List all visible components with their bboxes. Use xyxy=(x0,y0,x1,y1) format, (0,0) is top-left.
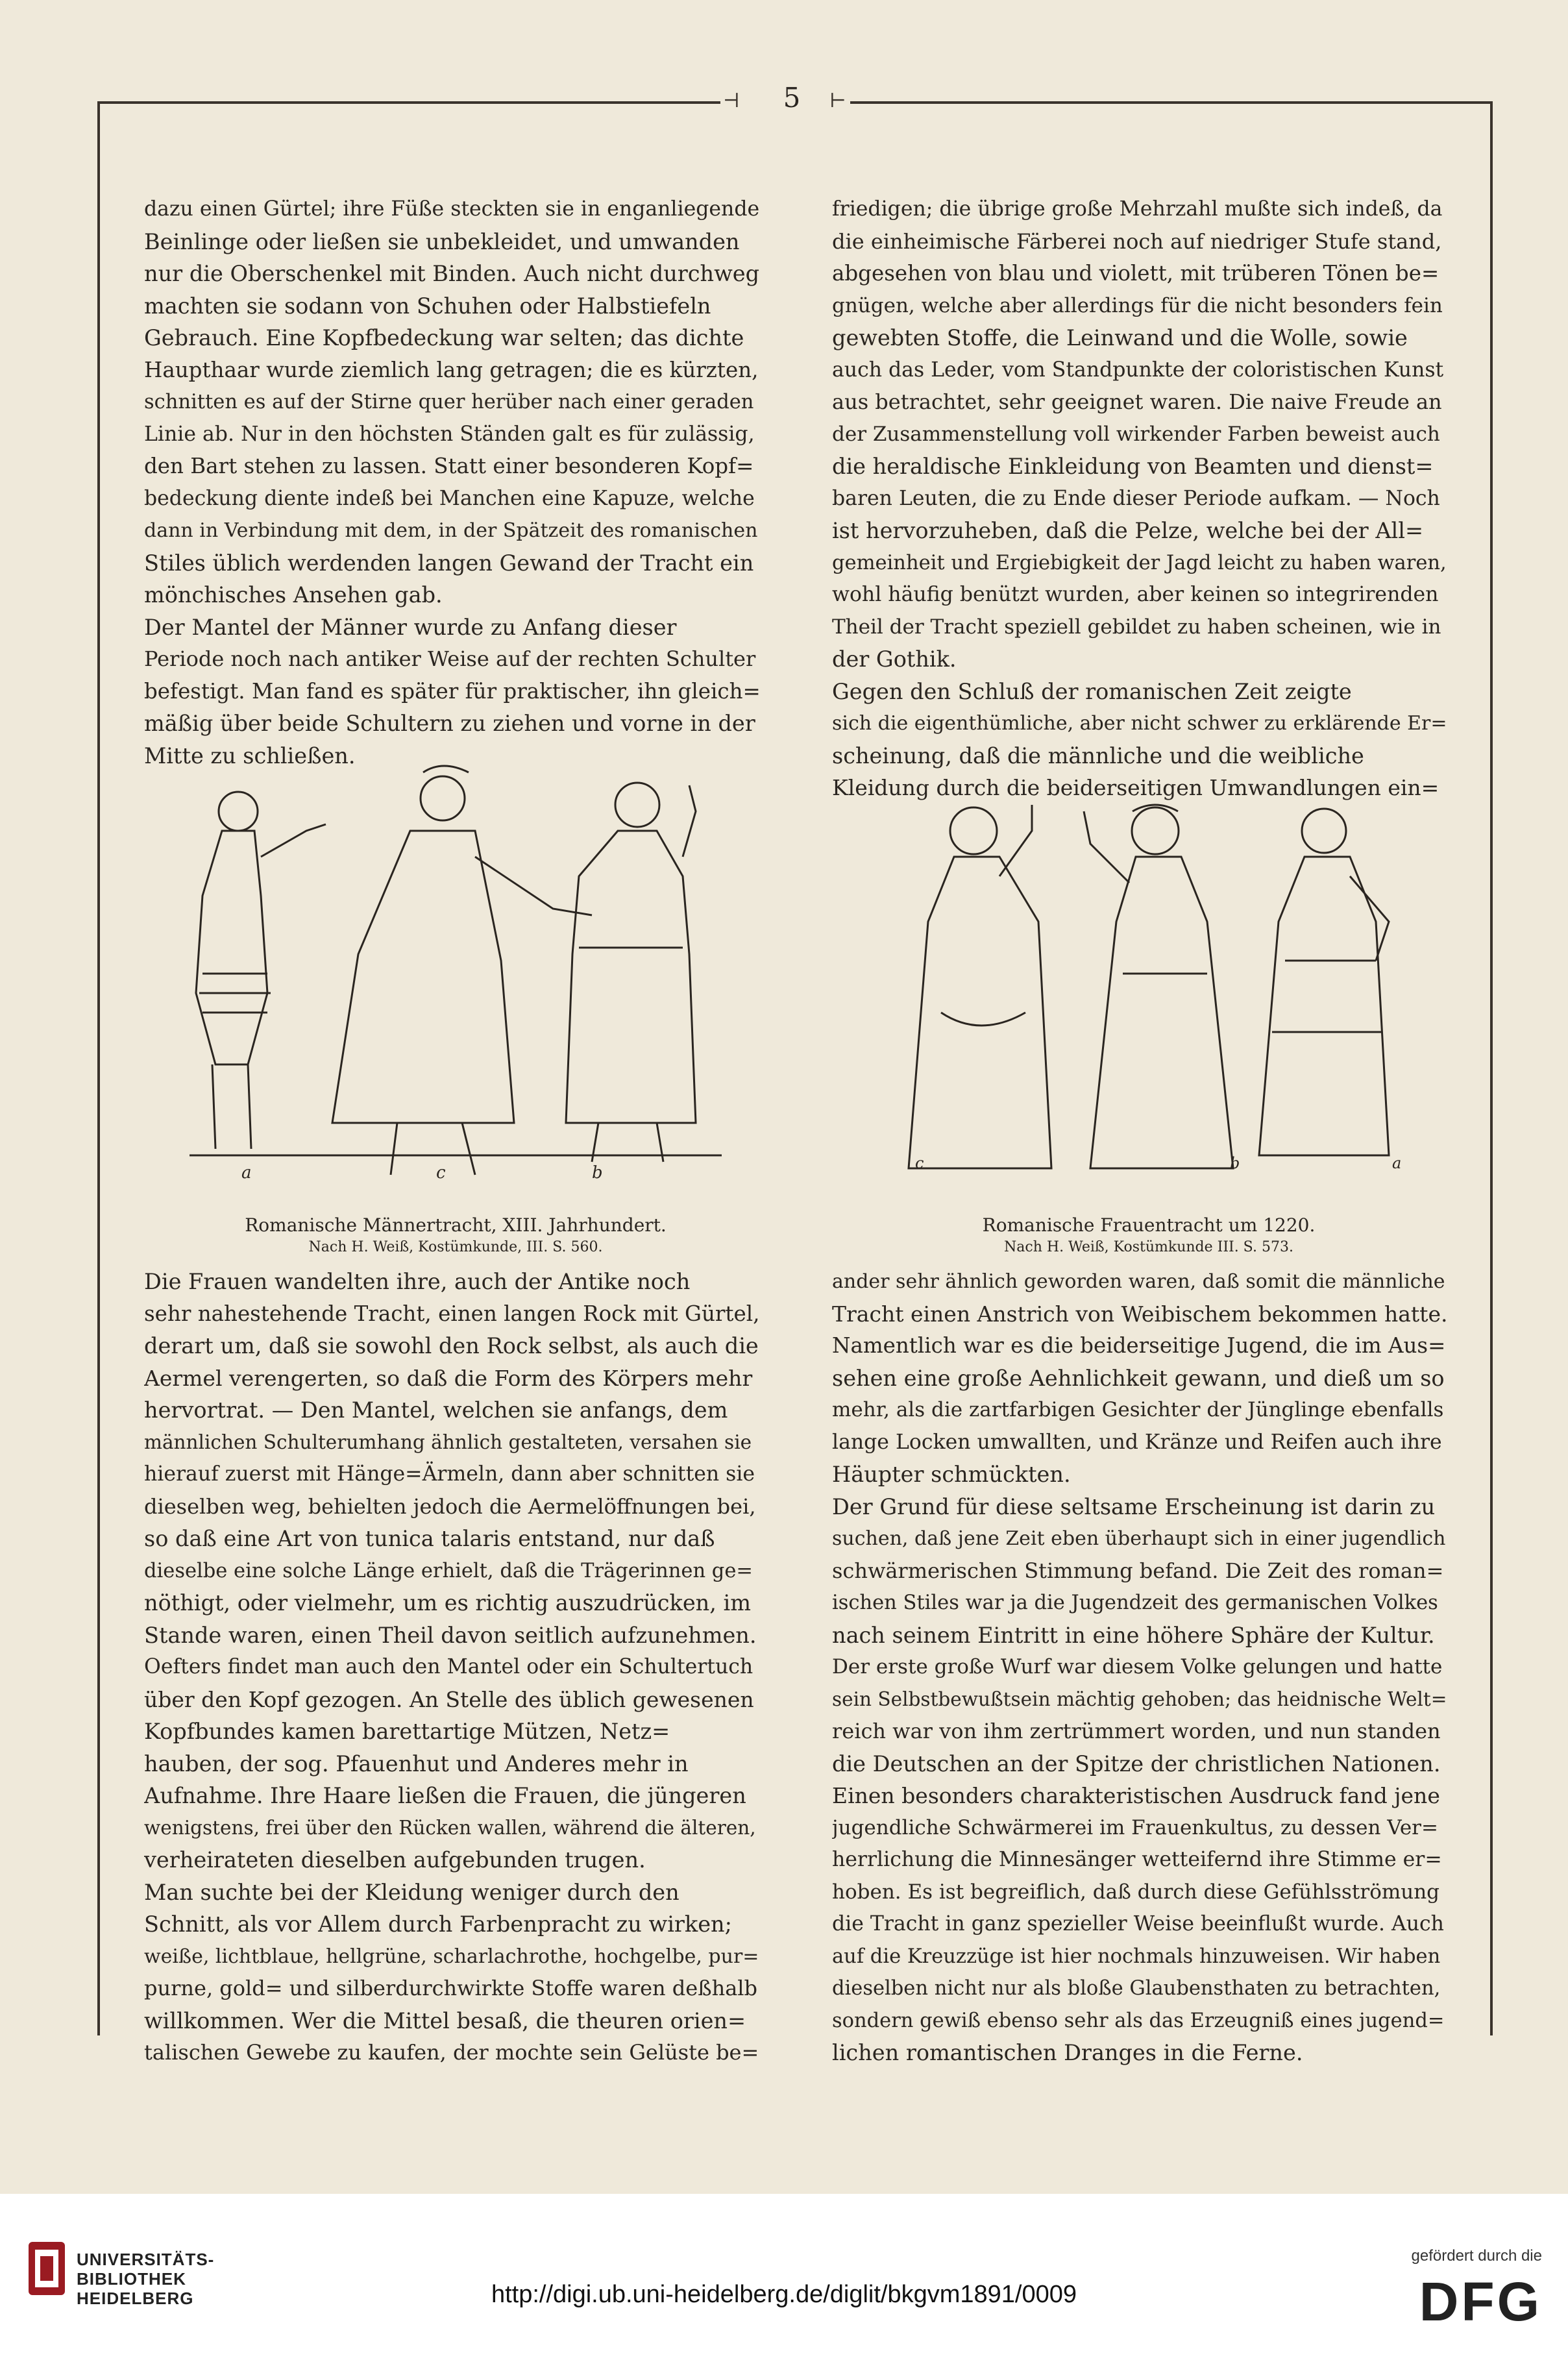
figure-a-head xyxy=(219,792,258,831)
ornament-left: ⊣ xyxy=(723,90,740,112)
text-line: dieselbe eine solche Länge erhielt, daß die Trägerinnen ge= xyxy=(144,1559,753,1582)
text-line: so daß eine Art von tunica talaris entstand, nur daß xyxy=(144,1526,715,1551)
text-line: hauben, der sog. Pfauenhut und Anderes mehr in xyxy=(144,1751,689,1776)
text-line: Haupthaar wurde ziemlich lang getragen; die es kürzten, xyxy=(144,357,759,382)
text-line: machten sie sodann von Schuhen oder Halbstiefeln xyxy=(144,293,711,319)
text-line: dazu einen Gürtel; ihre Füße steckten sie in enganliegende xyxy=(144,197,760,221)
figure-left-caption xyxy=(177,1214,735,1258)
footer-bar xyxy=(0,2194,1568,2360)
text-line: Beinlinge oder ließen sie unbekleidet, und umwanden xyxy=(144,228,740,254)
text-line: lange Locken umwallten, und Kränze und Reifen auch ihre xyxy=(832,1430,1442,1454)
figure-womens-costume xyxy=(870,792,1428,1194)
label-a: a xyxy=(1392,1154,1402,1172)
text-line: Der erste große Wurf war diesem Volke gelungen und hatte xyxy=(832,1655,1443,1678)
text-line: scheinung, daß die männliche und die weibliche xyxy=(832,743,1364,768)
caption-title: Romanische Männertracht, XIII. Jahrhundert. xyxy=(245,1214,667,1236)
text-line: abgesehen von blau und violett, mit trüberen Tönen be= xyxy=(832,261,1439,286)
text-line: Tracht einen Anstrich von Weibischem bekommen hatte. xyxy=(832,1301,1447,1327)
text-line: mönchisches Ansehen gab. xyxy=(144,582,443,608)
text-line: Der Grund für diese seltsame Erscheinung ist darin zu xyxy=(832,1493,1436,1519)
text-line: lichen romantischen Dranges in die Ferne. xyxy=(832,2040,1303,2065)
text-line: wenigstens, frei über den Rücken wallen, während die älteren, xyxy=(144,1816,756,1839)
text-line: weiße, lichtblaue, hellgrüne, scharlachrothe, hochgelbe, pur= xyxy=(144,1945,759,1968)
text-line: auch das Leder, vom Standpunkte der coloristischen Kunst xyxy=(832,358,1444,382)
text-line: Gegen den Schluß der romanischen Zeit zeigte xyxy=(832,678,1352,704)
text-line: Linie ab. Nur in den höchsten Ständen galt es für zulässig, xyxy=(144,422,755,446)
text-line: verheirateten dieselben aufgebunden trugen. xyxy=(144,1847,646,1873)
institution-line-2: BIBLIOTHEK xyxy=(77,2269,186,2289)
text-line: sehen eine große Aehnlichkeit gewann, und dieß um so xyxy=(832,1365,1445,1391)
text-line: sich die eigenthümliche, aber nicht schwer zu erklärende Er= xyxy=(832,712,1447,735)
text-line: dieselben nicht nur als bloße Glaubensthaten zu betrachten, xyxy=(832,1977,1441,2000)
figure-b-head xyxy=(1132,807,1179,854)
figure-b-body xyxy=(566,831,696,1123)
text-line: Kleidung durch die beiderseitigen Umwandlungen ein= xyxy=(832,775,1439,800)
figure-a-head xyxy=(1302,809,1346,853)
text-line: Schnitt, als vor Allem durch Farbenpracht zu wirken; xyxy=(144,1911,732,1937)
text-line: Der Mantel der Männer wurde zu Anfang dieser xyxy=(144,614,677,640)
figure-a-gown xyxy=(1259,857,1389,1155)
text-line: dieselben weg, behielten jedoch die Aermelöffnungen bei, xyxy=(144,1493,756,1519)
figure-c-head xyxy=(950,807,997,854)
figure-c-gown xyxy=(909,857,1051,1168)
text-line: männlichen Schulterumhang ähnlich gestalteten, versahen sie xyxy=(144,1431,752,1453)
text-line: über den Kopf gezogen. An Stelle des üblich gewesenen xyxy=(144,1686,754,1712)
text-line: nach seinem Eintritt in eine höhere Sphäre der Kultur. xyxy=(832,1622,1435,1648)
text-line: Oefters findet man auch den Mantel oder ein Schultertuch xyxy=(144,1655,753,1678)
header-rule-left xyxy=(97,101,720,104)
womens-costume-illustration xyxy=(870,792,1428,1194)
caption-source: Nach H. Weiß, Kostümkunde, III. S. 560. xyxy=(308,1239,603,1255)
figure-b-gown xyxy=(1090,857,1233,1168)
text-line: Einen besonders charakteristischen Ausdruck fand jene xyxy=(832,1783,1440,1808)
text-line: der Zusammenstellung voll wirkender Farben beweist auch xyxy=(832,422,1440,446)
label-b: b xyxy=(1230,1154,1240,1172)
text-line: die Tracht in ganz spezieller Weise beeinflußt wurde. Auch xyxy=(832,1912,1444,1936)
text-line: Aermel verengerten, so daß die Form des Körpers mehr xyxy=(144,1365,753,1391)
text-line: suchen, daß jene Zeit eben überhaupt sich in einer jugendlich xyxy=(832,1527,1446,1550)
text-line: friedigen; die übrige große Mehrzahl mußte sich indeß, da xyxy=(832,197,1443,221)
label-a: a xyxy=(241,1163,252,1181)
text-line: mehr, als die zartfarbigen Gesichter der Jünglinge ebenfalls xyxy=(832,1398,1444,1421)
text-line: purne, gold= und silberdurchwirkte Stoffe waren deßhalb xyxy=(144,1976,757,2000)
text-line: auf die Kreuzzüge ist hier nochmals hinzuweisen. Wir haben xyxy=(832,1945,1441,1968)
text-line: Die Frauen wandelten ihre, auch der Antike noch xyxy=(144,1269,691,1294)
frame-rule-right xyxy=(1490,101,1495,2035)
column-right-bottom xyxy=(832,1266,1447,2069)
text-line: schwärmerischen Stimmung befand. Die Zeit des roman= xyxy=(832,1558,1444,1583)
label-c: c xyxy=(436,1163,446,1181)
column-right-top xyxy=(832,193,1447,804)
text-line: Periode noch nach antiker Weise auf der rechten Schulter xyxy=(144,646,756,671)
text-line: die heraldische Einkleidung von Beamten und dienst= xyxy=(832,454,1434,479)
text-line: schnitten es auf der Stirne quer herüber nach einer geraden xyxy=(144,391,754,413)
text-line: gemeinheit und Ergiebigkeit der Jagd leicht zu haben waren, xyxy=(832,551,1447,574)
text-line: willkommen. Wer die Mittel besaß, die theuren orien= xyxy=(144,2008,746,2034)
text-line: den Bart stehen zu lassen. Statt einer besonderen Kopf= xyxy=(144,454,754,478)
text-line: ist hervorzuheben, daß die Pelze, welche bei der All= xyxy=(832,518,1424,543)
text-line: Stande waren, einen Theil davon seitlich aufzunehmen. xyxy=(144,1622,757,1648)
text-line: Aufnahme. Ihre Haare ließen die Frauen, die jüngeren xyxy=(144,1783,746,1808)
text-line: nöthigt, oder vielmehr, um es richtig auszudrücken, im xyxy=(144,1590,752,1616)
text-line: derart um, daß sie sowohl den Rock selbst, als auch die xyxy=(144,1333,759,1358)
text-line: Stiles üblich werdenden langen Gewand der Tracht ein xyxy=(144,550,754,576)
text-line: reich war von ihm zertrümmert worden, und nun standen xyxy=(832,1719,1441,1743)
frame-rule-left xyxy=(97,101,126,2035)
text-line: jugendliche Schwärmerei im Frauenkultus, zu dessen Ver= xyxy=(832,1815,1438,1839)
text-line: talischen Gewebe zu kaufen, der mochte sein Gelüste be= xyxy=(144,2040,759,2065)
header-rule-right xyxy=(850,101,1493,104)
text-line: Häupter schmückten. xyxy=(832,1462,1071,1487)
text-line: bedeckung diente indeß bei Manchen eine Kapuze, welche xyxy=(144,486,755,510)
institution-line-1: UNIVERSITÄTS- xyxy=(77,2250,215,2269)
caption-source: Nach H. Weiß, Kostümkunde III. S. 573. xyxy=(1004,1239,1293,1255)
text-line: dann in Verbindung mit dem, in der Spätzeit des romanischen xyxy=(144,519,758,542)
text-line: Namentlich war es die beiderseitige Jugend, die im Aus= xyxy=(832,1333,1446,1358)
text-line: sehr nahestehende Tracht, einen langen Rock mit Gürtel, xyxy=(144,1301,760,1326)
text-line: hierauf zuerst mit Hänge=Ärmeln, dann aber schnitten sie xyxy=(144,1462,755,1486)
figure-c-head xyxy=(421,776,465,820)
label-b: b xyxy=(592,1163,603,1181)
dfg-logo: DFG xyxy=(1419,2271,1542,2332)
text-line: Mitte zu schließen. xyxy=(144,743,356,768)
institution-line-3: HEIDELBERG xyxy=(77,2289,194,2308)
figure-a-body xyxy=(196,831,267,1064)
text-line: sondern gewiß ebenso sehr als das Erzeugniß eines jugend= xyxy=(832,2009,1445,2032)
text-line: sein Selbstbewußtsein mächtig gehoben; das heidnische Welt= xyxy=(832,1688,1447,1710)
text-line: gnügen, welche aber allerdings für die nicht besonders fein xyxy=(832,293,1443,317)
figure-mens-costume xyxy=(177,759,735,1181)
text-line: hoben. Es ist begreiflich, daß durch diese Gefühlsströmung xyxy=(832,1880,1440,1904)
text-line: Theil der Tracht speziell gebildet zu haben scheinen, wie in xyxy=(832,615,1441,639)
column-left-top xyxy=(144,193,761,772)
text-line: der Gothik. xyxy=(832,646,957,672)
text-line: gewebten Stoffe, die Leinwand und die Wolle, sowie xyxy=(832,325,1408,350)
figure-b-head xyxy=(615,783,659,827)
figure-right-caption xyxy=(870,1214,1428,1258)
column-left-bottom xyxy=(144,1266,761,2069)
permalink[interactable]: http://digi.ub.uni-heidelberg.de/diglit/bkgvm1891/0009 xyxy=(491,2281,1077,2308)
text-line: baren Leuten, die zu Ende dieser Periode aufkam. — Noch xyxy=(832,486,1440,510)
text-line: die Deutschen an der Spitze der christlichen Nationen. xyxy=(832,1751,1441,1776)
text-line: ander sehr ähnlich geworden waren, daß somit die männliche xyxy=(832,1270,1445,1293)
text-line: Kopfbundes kamen barettartige Mützen, Netz= xyxy=(144,1719,670,1744)
text-line: befestigt. Man fand es später für praktischer, ihn gleich= xyxy=(144,678,761,704)
mens-costume-illustration xyxy=(177,759,735,1181)
page-number: 5 xyxy=(783,82,801,114)
text-line: die einheimische Färberei noch auf niedriger Stufe stand, xyxy=(832,228,1442,254)
figure-c-body xyxy=(332,831,514,1123)
caption-title: Romanische Frauentracht um 1220. xyxy=(982,1214,1316,1236)
text-line: hervortrat. — Den Mantel, welchen sie anfangs, dem xyxy=(144,1397,728,1423)
label-c: c xyxy=(915,1154,924,1172)
ornament-right: ⊢ xyxy=(829,90,846,112)
text-line: Gebrauch. Eine Kopfbedeckung war selten; das dichte xyxy=(144,325,744,350)
text-line: wohl häufig benützt wurden, aber keinen so integrirenden xyxy=(832,583,1439,606)
text-line: herrlichung die Minnesänger wetteifernd ihre Stimme er= xyxy=(832,1848,1442,1871)
text-line: nur die Oberschenkel mit Binden. Auch nicht durchweg xyxy=(144,261,760,286)
text-line: mäßig über beide Schultern zu ziehen und vorne in der xyxy=(144,711,755,736)
text-line: ischen Stiles war ja die Jugendzeit des germanischen Volkes xyxy=(832,1592,1438,1614)
text-line: aus betrachtet, sehr geeignet waren. Die naive Freude an xyxy=(832,389,1442,414)
text-line: Man suchte bei der Kleidung weniger durch den xyxy=(144,1879,680,1905)
sponsor-label: gefördert durch die xyxy=(1411,2247,1542,2265)
